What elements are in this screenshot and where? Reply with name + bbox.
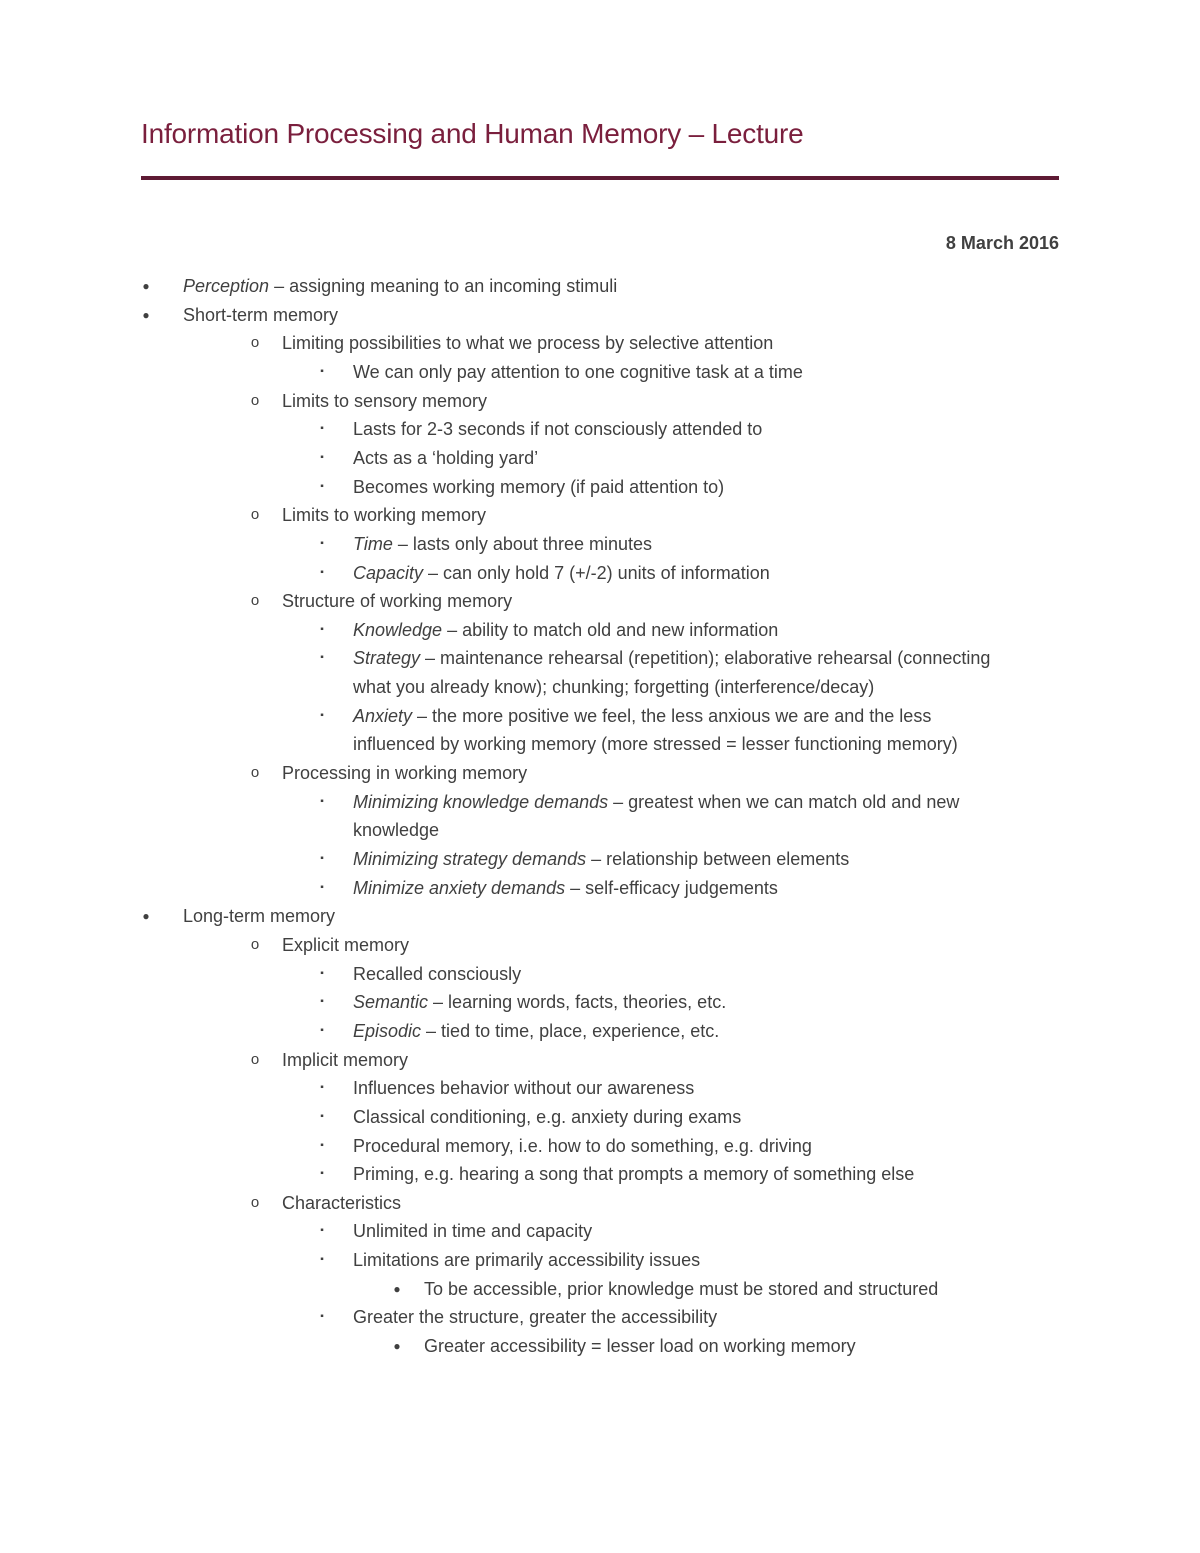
bullet-dot: ● — [142, 909, 150, 924]
list-item-text: – lasts only about three minutes — [392, 533, 652, 554]
list-item-text: influenced by working memory (more stressed = lesser functioning memory) — [353, 734, 958, 755]
list-item-text: Unlimited in time and capacity — [353, 1221, 593, 1242]
list-item-continuation — [353, 730, 958, 758]
list-item — [282, 1189, 401, 1217]
list-item — [353, 358, 803, 386]
list-item — [353, 960, 521, 988]
list-item — [353, 788, 959, 816]
list-item — [183, 301, 338, 329]
list-item-text: Long-term memory — [183, 906, 336, 927]
list-item-continuation — [353, 673, 874, 701]
list-item-text: Characteristics — [282, 1192, 402, 1213]
list-item — [183, 902, 335, 930]
list-item — [353, 1303, 717, 1331]
bullet-square: ▪ — [320, 1139, 324, 1151]
list-item-text: Lasts for 2-3 seconds if not consciously attended to — [353, 419, 763, 440]
list-item-text: Limits to working memory — [282, 505, 487, 526]
list-item — [353, 845, 849, 873]
page-title: Information Processing and Human Memory – Lecture — [141, 118, 804, 149]
bullet-circle: o — [250, 1050, 260, 1068]
list-item — [353, 473, 724, 501]
bullet-square: ▪ — [320, 566, 324, 578]
bullet-square: ▪ — [320, 996, 324, 1008]
list-item — [353, 874, 778, 902]
list-item-text: – can only hold 7 (+/-2) units of information — [423, 562, 770, 583]
bullet-square: ▪ — [320, 1225, 324, 1237]
bullet-square: ▪ — [320, 853, 324, 864]
list-item — [353, 415, 762, 443]
lecture-date: 8 March 2016 — [945, 233, 1059, 253]
list-item-text: Short-term memory — [183, 304, 339, 325]
list-item — [353, 616, 778, 644]
list-item — [183, 272, 617, 300]
list-item-text: Limits to sensory memory — [282, 390, 488, 411]
list-item-term: Minimizing knowledge demands — [353, 791, 609, 812]
list-item-text: – greatest when we can match old and new — [608, 791, 960, 812]
bullet-square: ▪ — [320, 537, 324, 549]
bullet-circle: o — [250, 334, 260, 352]
list-item-text: knowledge — [353, 820, 440, 841]
list-item-term: Semantic — [353, 992, 429, 1013]
list-item — [282, 759, 527, 787]
bullet-dot-small: ● — [393, 1339, 401, 1354]
list-item-text: Classical conditioning, e.g. anxiety during exams — [353, 1106, 742, 1127]
list-item-text: Implicit memory — [282, 1049, 409, 1070]
bullet-square: ▪ — [320, 623, 324, 635]
list-item-text: Procedural memory, i.e. how to do something, e.g. driving — [353, 1135, 812, 1156]
title-underline — [141, 176, 1059, 180]
list-item-text: – maintenance rehearsal (repetition); elaborative rehearsal (connecting — [420, 648, 991, 669]
list-item-text: Limitations are primarily accessibility issues — [353, 1250, 701, 1271]
bullet-square: ▪ — [320, 423, 324, 435]
list-item-term: Minimizing strategy demands — [353, 849, 587, 869]
bullet-dot-small: ● — [393, 1281, 401, 1296]
list-item — [353, 1246, 700, 1274]
list-item — [353, 988, 726, 1016]
list-item-term: Knowledge — [353, 619, 443, 640]
list-item-text: Becomes working memory (if paid attention to) — [353, 476, 725, 497]
list-item-text: Limiting possibilities to what we process by selective attention — [282, 333, 774, 354]
list-item-text: Influences behavior without our awareness — [353, 1078, 695, 1099]
bullet-square: ▪ — [320, 881, 324, 893]
bullet-circle: o — [250, 935, 260, 953]
list-item — [353, 1017, 719, 1045]
list-item — [424, 1332, 856, 1360]
list-item — [282, 501, 486, 529]
bullet-square: ▪ — [320, 1311, 324, 1323]
bullet-circle: o — [250, 391, 260, 409]
list-item — [353, 1103, 741, 1131]
list-item — [353, 644, 990, 672]
bullet-circle: o — [250, 1193, 260, 1211]
bullet-dot: ● — [142, 307, 150, 322]
bullet-square: ▪ — [320, 1254, 324, 1266]
bullet-square: ▪ — [320, 795, 324, 807]
list-item-term: Perception — [183, 276, 270, 296]
list-item-text: Greater the structure, greater the accessibility — [353, 1307, 718, 1328]
list-item-text: Acts as a ‘holding yard’ — [353, 447, 539, 468]
list-item — [353, 530, 652, 558]
list-item-text: – assigning meaning to an incoming stimuli — [269, 276, 618, 296]
list-item-term: Capacity — [353, 562, 424, 583]
list-item — [353, 559, 770, 587]
bullet-square: ▪ — [320, 1024, 324, 1036]
list-item-text: To be accessible, prior knowledge must be stored and structured — [424, 1278, 939, 1299]
list-item-continuation — [353, 816, 439, 844]
bullet-square: ▪ — [320, 709, 324, 721]
bullet-circle: o — [250, 506, 260, 524]
list-item-text: – learning words, facts, theories, etc. — [428, 992, 727, 1013]
list-item-text: what you already know); chunking; forgetting (interference/decay) — [353, 677, 875, 698]
list-item — [353, 1217, 592, 1245]
list-item-term: Episodic — [353, 1020, 422, 1041]
list-item-text: Priming, e.g. hearing a song that prompts a memory of something else — [353, 1164, 915, 1185]
list-item-text: – relationship between elements — [586, 849, 850, 869]
list-item-text: Explicit memory — [282, 934, 410, 955]
bullet-square: ▪ — [320, 652, 324, 664]
list-item — [424, 1275, 938, 1303]
list-item-text: Greater accessibility = lesser load on working memory — [424, 1336, 856, 1357]
list-item — [353, 1074, 694, 1102]
list-item-text: – self-efficacy judgements — [565, 877, 778, 898]
list-item-text: – the more positive we feel, the less anxious we are and the less — [412, 705, 932, 726]
list-item-text: – ability to match old and new information — [442, 619, 779, 640]
bullet-square: ▪ — [320, 365, 324, 377]
list-item-term: Strategy — [353, 648, 421, 669]
list-item-text: Recalled consciously — [353, 963, 522, 984]
bullet-square: ▪ — [320, 1110, 324, 1122]
bullet-square: ▪ — [320, 480, 324, 492]
list-item-text: – tied to time, place, experience, etc. — [421, 1020, 720, 1041]
bullet-square: ▪ — [320, 1082, 324, 1094]
list-item-term: Minimize anxiety demands — [353, 877, 566, 898]
list-item — [282, 329, 773, 357]
list-item-term: Time — [353, 533, 393, 554]
list-item — [353, 1160, 914, 1188]
list-item-text: We can only pay attention to one cognitive task at a time — [353, 361, 803, 382]
list-item — [353, 444, 538, 472]
bullet-square: ▪ — [320, 451, 324, 463]
list-item — [353, 702, 931, 730]
bullet-circle: o — [250, 592, 260, 610]
bullet-square: ▪ — [320, 967, 324, 979]
list-item — [282, 587, 512, 615]
list-item — [353, 1132, 812, 1160]
list-item-text: Structure of working memory — [282, 591, 513, 612]
bullet-circle: o — [250, 764, 260, 782]
list-item-text: Processing in working memory — [282, 763, 528, 784]
list-item-term: Anxiety — [353, 705, 413, 726]
bullet-square: ▪ — [320, 1168, 324, 1180]
list-item — [282, 1046, 408, 1074]
list-item — [282, 931, 409, 959]
list-item — [282, 387, 487, 415]
bullet-dot: ● — [142, 279, 150, 293]
